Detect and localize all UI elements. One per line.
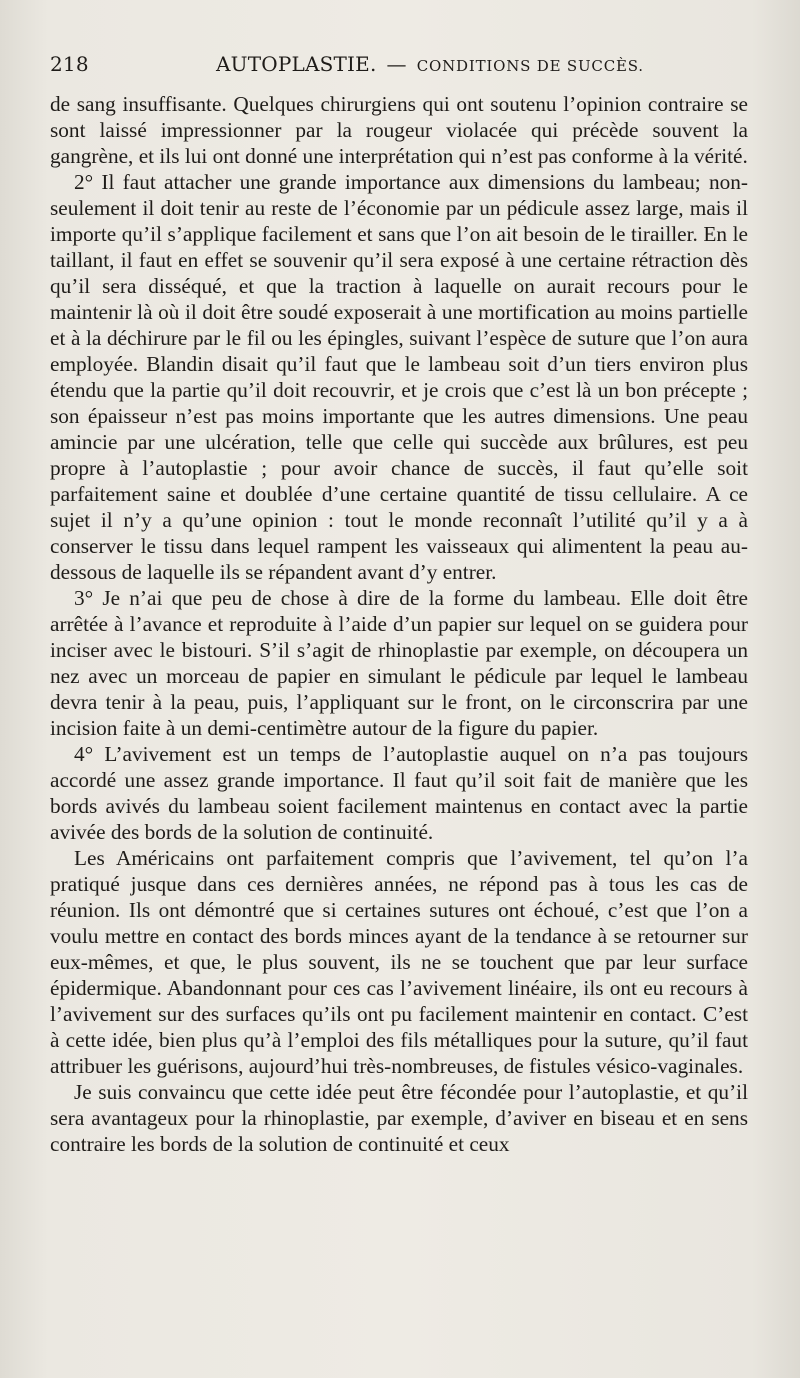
paragraph-americains: [50, 845, 748, 1079]
paragraph-text: Les Américains ont parfaitement compris que l’avivement, tel qu’on l’a pratiqué jusque dans ces dernières années, ne répond pas à tous les cas de réunion. Ils ont démontré que si certaines sutures ont échoué, c’est que l’on a voulu mettre en contact des bords minces ayant de la tendance à se retourner sur eux-mêmes, et que, le plus souvent, ils ne se touchent que par leur surface épidermique. Abandonnant pour ces cas l’avivement linéaire, ils ont eu recours à l’avivement sur des surfaces qu’ils ont pu facilement maintenir en contact. C’est à cette idée, bien plus qu’à l’emploi des fils métalliques pour la suture, qu’il faut attribuer les guérisons, aujourd’hui très-nombreuses, de fistules vésico-vaginales.: [50, 846, 748, 1078]
body-text: [50, 91, 748, 1157]
section-subtitle: CONDITIONS DE SUCCÈS.: [416, 57, 644, 75]
paragraph-conclusion: [50, 1079, 748, 1157]
paragraph-text: Il faut attacher une grande importance aux dimensions du lambeau; non-seulement il doit tenir au reste de l’économie par un pédicule assez large, mais il importe qu’il s’applique facilement et sans que l’on ait besoin de le tirailler. En le taillant, il faut en effet se souvenir qu’il sera exposé à une certaine rétraction dès qu’il sera disséqué, et que la traction à laquelle on aurait recours pour le maintenir là où il doit être soudé exposerait à une mortification au moins partielle et à la déchirure par le fil ou les épingles, suivant l’espèce de suture que l’on aura employée. Blandin disait qu’il faut que le lambeau soit d’un tiers environ plus étendu que la partie qu’il doit recouvrir, et je crois que c’est là un bon précepte ; son épaisseur n’est pas moins importante que les autres dimensions. Une peau amincie par une ulcération, telle que celle qui succède aux brûlures, est peu propre à l’autoplastie ; pour avoir chance de succès, il faut qu’elle soit parfaitement saine et doublée d’une certaine quantité de tissu cellulaire. A ce sujet il n’y a qu’une opinion : tout le monde reconnaît l’utilité qu’il y a à conserver le tissu dans lequel rampent les vaisseaux qui alimentent la peau au-dessous de laquelle ils se répandent avant d’y entrer.: [50, 170, 748, 584]
paragraph-point-2: [50, 169, 748, 585]
paragraph-continuation: [50, 91, 748, 169]
paragraph-text: Je n’ai que peu de chose à dire de la forme du lambeau. Elle doit être arrêtée à l’avance et reproduite à l’aide d’un papier sur lequel on se guidera pour inciser avec le bistouri. S’il s’agit de rhinoplastie par exemple, on découpera un nez avec un morceau de papier en simulant le pédicule par lequel le lambeau devra tenir à la peau, puis, l’appliquant sur le front, on le circonscrira par une incision faite à un demi-centimètre autour de la figure du papier.: [50, 586, 748, 740]
paragraph-text: Je suis convaincu que cette idée peut être fécondée pour l’autoplastie, et qu’il sera avantageux pour la rhinoplastie, par exemple, d’aviver en biseau et en sens contraire les bords de la solution de continuité et ceux: [50, 1080, 748, 1156]
paragraph-text: L’avivement est un temps de l’autoplastie auquel on n’a pas toujours accordé une assez grande importance. Il faut qu’il soit fait de manière que les bords avivés du lambeau soient facilement maintenus en contact avec la partie avivée des bords de la solution de continuité.: [50, 742, 748, 844]
running-header: [50, 52, 748, 90]
paragraph-number: 2°: [74, 170, 94, 194]
chapter-title: AUTOPLASTIE.: [216, 52, 377, 76]
page-number: 218: [50, 52, 89, 76]
paragraph-text: de sang insuffisante. Quelques chirurgiens qui ont soutenu l’opinion contraire se sont laissé impressionner par la rougeur violacée qui précède souvent la gangrène, et ils lui ont donné une interprétation qui n’est pas conforme à la vérité.: [50, 92, 748, 168]
paragraph-number: 3°: [74, 586, 94, 610]
paragraph-point-3: [50, 585, 748, 741]
paragraph-point-4: [50, 741, 748, 845]
paragraph-number: 4°: [74, 742, 94, 766]
header-separator: —: [386, 52, 407, 76]
